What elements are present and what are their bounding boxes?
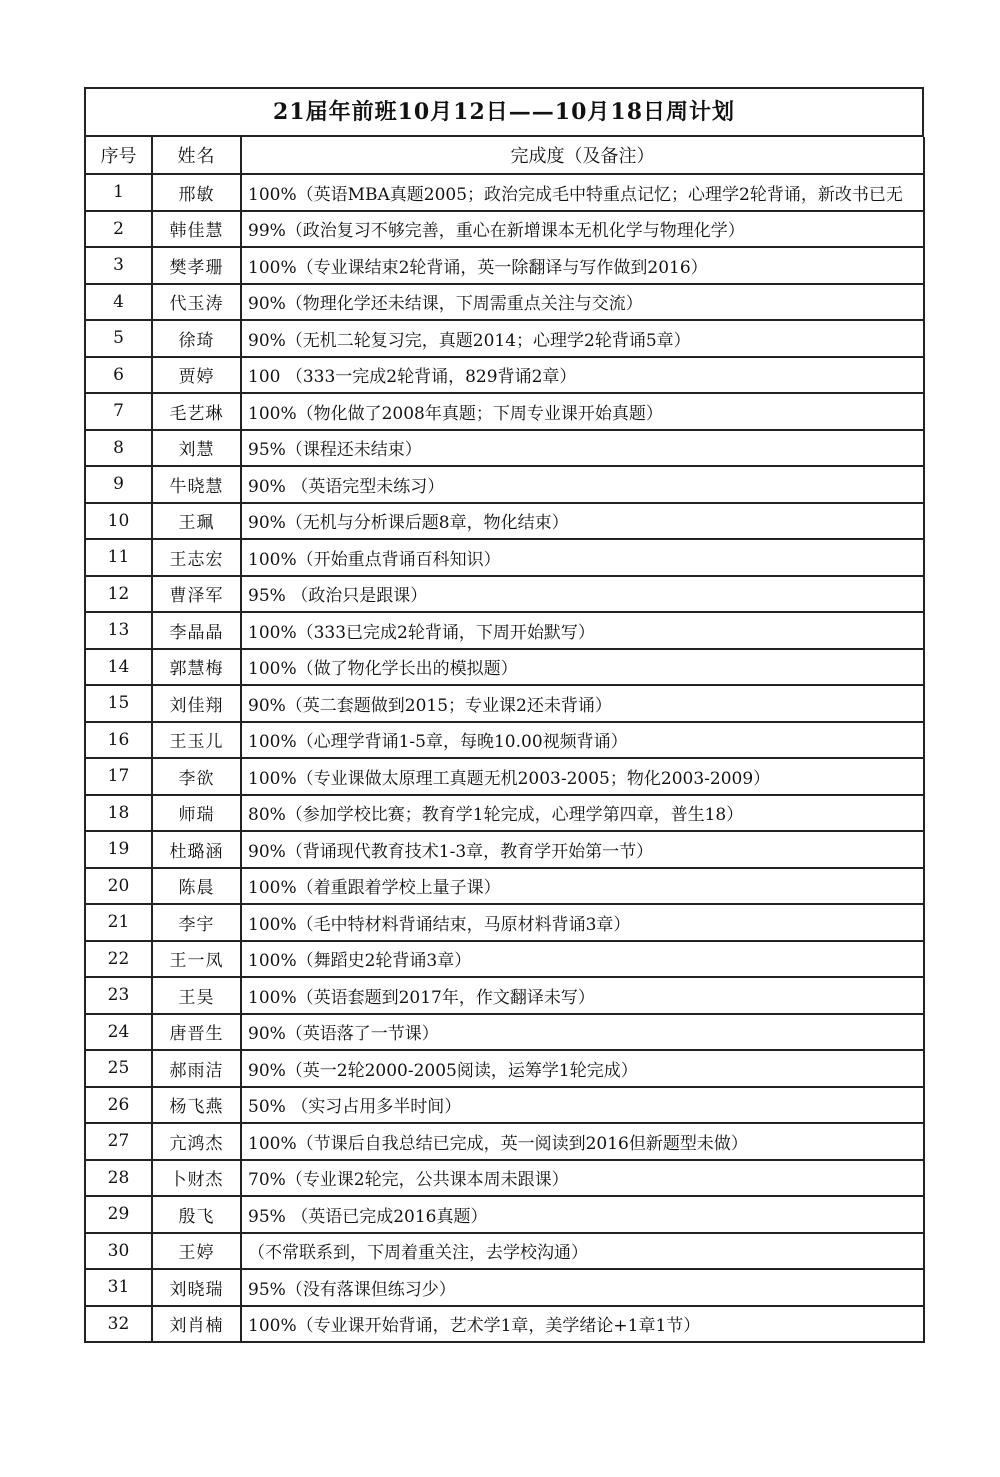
table-row [86, 1123, 924, 1160]
row-note: （不常联系到，下周着重关注，去学校沟通） [241, 1233, 924, 1270]
table-row [86, 284, 924, 321]
row-num: 26 [86, 1087, 152, 1124]
row-note: 100 （333一完成2轮背诵，829背诵2章） [241, 357, 924, 394]
table-row [86, 357, 924, 394]
row-num: 31 [86, 1269, 152, 1306]
row-num: 14 [86, 649, 152, 686]
table-row [86, 904, 924, 941]
table-row [86, 649, 924, 686]
header-note: 完成度（及备注） [241, 137, 924, 174]
table-row [86, 868, 924, 905]
row-num: 19 [86, 831, 152, 868]
row-num: 25 [86, 1050, 152, 1087]
row-name: 徐琦 [152, 320, 241, 357]
row-name: 李宇 [152, 904, 241, 941]
row-name: 王志宏 [152, 539, 241, 576]
table-row [86, 1306, 924, 1343]
row-num: 11 [86, 539, 152, 576]
row-note: 100%（节课后自我总结已完成，英一阅读到2016但新题型未做） [241, 1123, 924, 1160]
row-name: 殷飞 [152, 1196, 241, 1233]
table-row [86, 539, 924, 576]
table-row [86, 1087, 924, 1124]
table-row [86, 466, 924, 503]
row-num: 21 [86, 904, 152, 941]
row-note: 99%（政治复习不够完善，重心在新增课本无机化学与物理化学） [241, 211, 924, 248]
row-name: 李欲 [152, 758, 241, 795]
row-name: 曹泽军 [152, 576, 241, 613]
row-name: 郭慧梅 [152, 649, 241, 686]
header-num: 序号 [86, 137, 152, 174]
row-name: 亢鸿杰 [152, 1123, 241, 1160]
row-note: 100%（毛中特材料背诵结束，马原材料背诵3章） [241, 904, 924, 941]
row-note: 80%（参加学校比赛；教育学1轮完成，心理学第四章，普生18） [241, 795, 924, 832]
table-row [86, 977, 924, 1014]
table-row [86, 576, 924, 613]
row-note: 100%（着重跟着学校上量子课） [241, 868, 924, 905]
row-name: 师瑞 [152, 795, 241, 832]
row-note: 90%（英一2轮2000-2005阅读，运筹学1轮完成） [241, 1050, 924, 1087]
row-name: 王珮 [152, 503, 241, 540]
row-name: 邢敏 [152, 174, 241, 211]
row-num: 28 [86, 1160, 152, 1197]
row-note: 90% （英语完型未练习） [241, 466, 924, 503]
row-note: 100%（做了物化学长出的模拟题） [241, 649, 924, 686]
row-name: 牛晓慧 [152, 466, 241, 503]
row-note: 70%（专业课2轮完，公共课本周未跟课） [241, 1160, 924, 1197]
row-name: 卜财杰 [152, 1160, 241, 1197]
table-row [86, 393, 924, 430]
row-num: 2 [86, 211, 152, 248]
table-row [86, 831, 924, 868]
row-num: 15 [86, 685, 152, 722]
row-name: 王一凤 [152, 941, 241, 978]
row-note: 90%（背诵现代教育技术1-3章，教育学开始第一节） [241, 831, 924, 868]
table-row [86, 1160, 924, 1197]
row-num: 32 [86, 1306, 152, 1343]
row-note: 100%（英语MBA真题2005；政治完成毛中特重点记忆；心理学2轮背诵，新改书已无 [241, 174, 924, 211]
sheet-title: 21届年前班10月12日——10月18日周计划 [86, 89, 924, 137]
header-row [86, 137, 924, 174]
row-num: 12 [86, 576, 152, 613]
table-row [86, 1269, 924, 1306]
row-name: 贾婷 [152, 357, 241, 394]
row-num: 18 [86, 795, 152, 832]
row-note: 90%（英二套题做到2015；专业课2还未背诵） [241, 685, 924, 722]
row-note: 100%（物化做了2008年真题；下周专业课开始真题） [241, 393, 924, 430]
row-name: 刘佳翔 [152, 685, 241, 722]
row-num: 10 [86, 503, 152, 540]
header-name: 姓名 [152, 137, 241, 174]
row-num: 9 [86, 466, 152, 503]
table-row [86, 685, 924, 722]
row-name: 代玉涛 [152, 284, 241, 321]
row-note: 95% （英语已完成2016真题） [241, 1196, 924, 1233]
row-num: 1 [86, 174, 152, 211]
row-name: 毛艺琳 [152, 393, 241, 430]
table-row [86, 1014, 924, 1051]
row-name: 李晶晶 [152, 612, 241, 649]
row-num: 27 [86, 1123, 152, 1160]
row-name: 刘肖楠 [152, 1306, 241, 1343]
row-name: 刘晓瑞 [152, 1269, 241, 1306]
table-row [86, 941, 924, 978]
row-name: 杜璐涵 [152, 831, 241, 868]
table-row [86, 1233, 924, 1270]
row-note: 90%（英语落了一节课） [241, 1014, 924, 1051]
row-note: 90%（无机与分析课后题8章，物化结束） [241, 503, 924, 540]
table-row [86, 247, 924, 284]
table-row [86, 211, 924, 248]
row-num: 22 [86, 941, 152, 978]
row-num: 8 [86, 430, 152, 467]
table-row [86, 758, 924, 795]
row-note: 100%（333已完成2轮背诵，下周开始默写） [241, 612, 924, 649]
row-name: 唐晋生 [152, 1014, 241, 1051]
row-note: 90%（无机二轮复习完，真题2014；心理学2轮背诵5章） [241, 320, 924, 357]
table-row [86, 320, 924, 357]
table-row [86, 430, 924, 467]
row-num: 13 [86, 612, 152, 649]
row-num: 16 [86, 722, 152, 759]
row-num: 20 [86, 868, 152, 905]
row-note: 100%（心理学背诵1-5章，每晚10.00视频背诵） [241, 722, 924, 759]
row-note: 95%（没有落课但练习少） [241, 1269, 924, 1306]
table-row [86, 1196, 924, 1233]
row-note: 100%（专业课结束2轮背诵，英一除翻译与写作做到2016） [241, 247, 924, 284]
table-row [86, 612, 924, 649]
row-num: 17 [86, 758, 152, 795]
row-note: 100%（舞蹈史2轮背诵3章） [241, 941, 924, 978]
weekly-plan-sheet [84, 87, 924, 1343]
table-row [86, 722, 924, 759]
plan-table [86, 137, 925, 1343]
row-num: 7 [86, 393, 152, 430]
row-name: 韩佳慧 [152, 211, 241, 248]
row-name: 王玉儿 [152, 722, 241, 759]
row-num: 4 [86, 284, 152, 321]
row-num: 24 [86, 1014, 152, 1051]
row-note: 100%（英语套题到2017年，作文翻译未写） [241, 977, 924, 1014]
row-num: 6 [86, 357, 152, 394]
row-num: 23 [86, 977, 152, 1014]
row-note: 50% （实习占用多半时间） [241, 1087, 924, 1124]
row-note: 90%（物理化学还未结课，下周需重点关注与交流） [241, 284, 924, 321]
row-note: 95%（课程还未结束） [241, 430, 924, 467]
row-num: 30 [86, 1233, 152, 1270]
row-name: 杨飞燕 [152, 1087, 241, 1124]
table-row [86, 174, 924, 211]
row-name: 王昊 [152, 977, 241, 1014]
row-note: 100%（开始重点背诵百科知识） [241, 539, 924, 576]
row-num: 5 [86, 320, 152, 357]
table-row [86, 1050, 924, 1087]
table-row [86, 503, 924, 540]
row-num: 3 [86, 247, 152, 284]
row-name: 刘慧 [152, 430, 241, 467]
row-name: 王婷 [152, 1233, 241, 1270]
row-note: 95% （政治只是跟课） [241, 576, 924, 613]
row-name: 郝雨洁 [152, 1050, 241, 1087]
row-note: 100%（专业课做太原理工真题无机2003-2005；物化2003-2009） [241, 758, 924, 795]
row-num: 29 [86, 1196, 152, 1233]
row-name: 陈晨 [152, 868, 241, 905]
row-note: 100%（专业课开始背诵，艺术学1章，美学绪论+1章1节） [241, 1306, 924, 1343]
table-row [86, 795, 924, 832]
row-name: 樊孝珊 [152, 247, 241, 284]
